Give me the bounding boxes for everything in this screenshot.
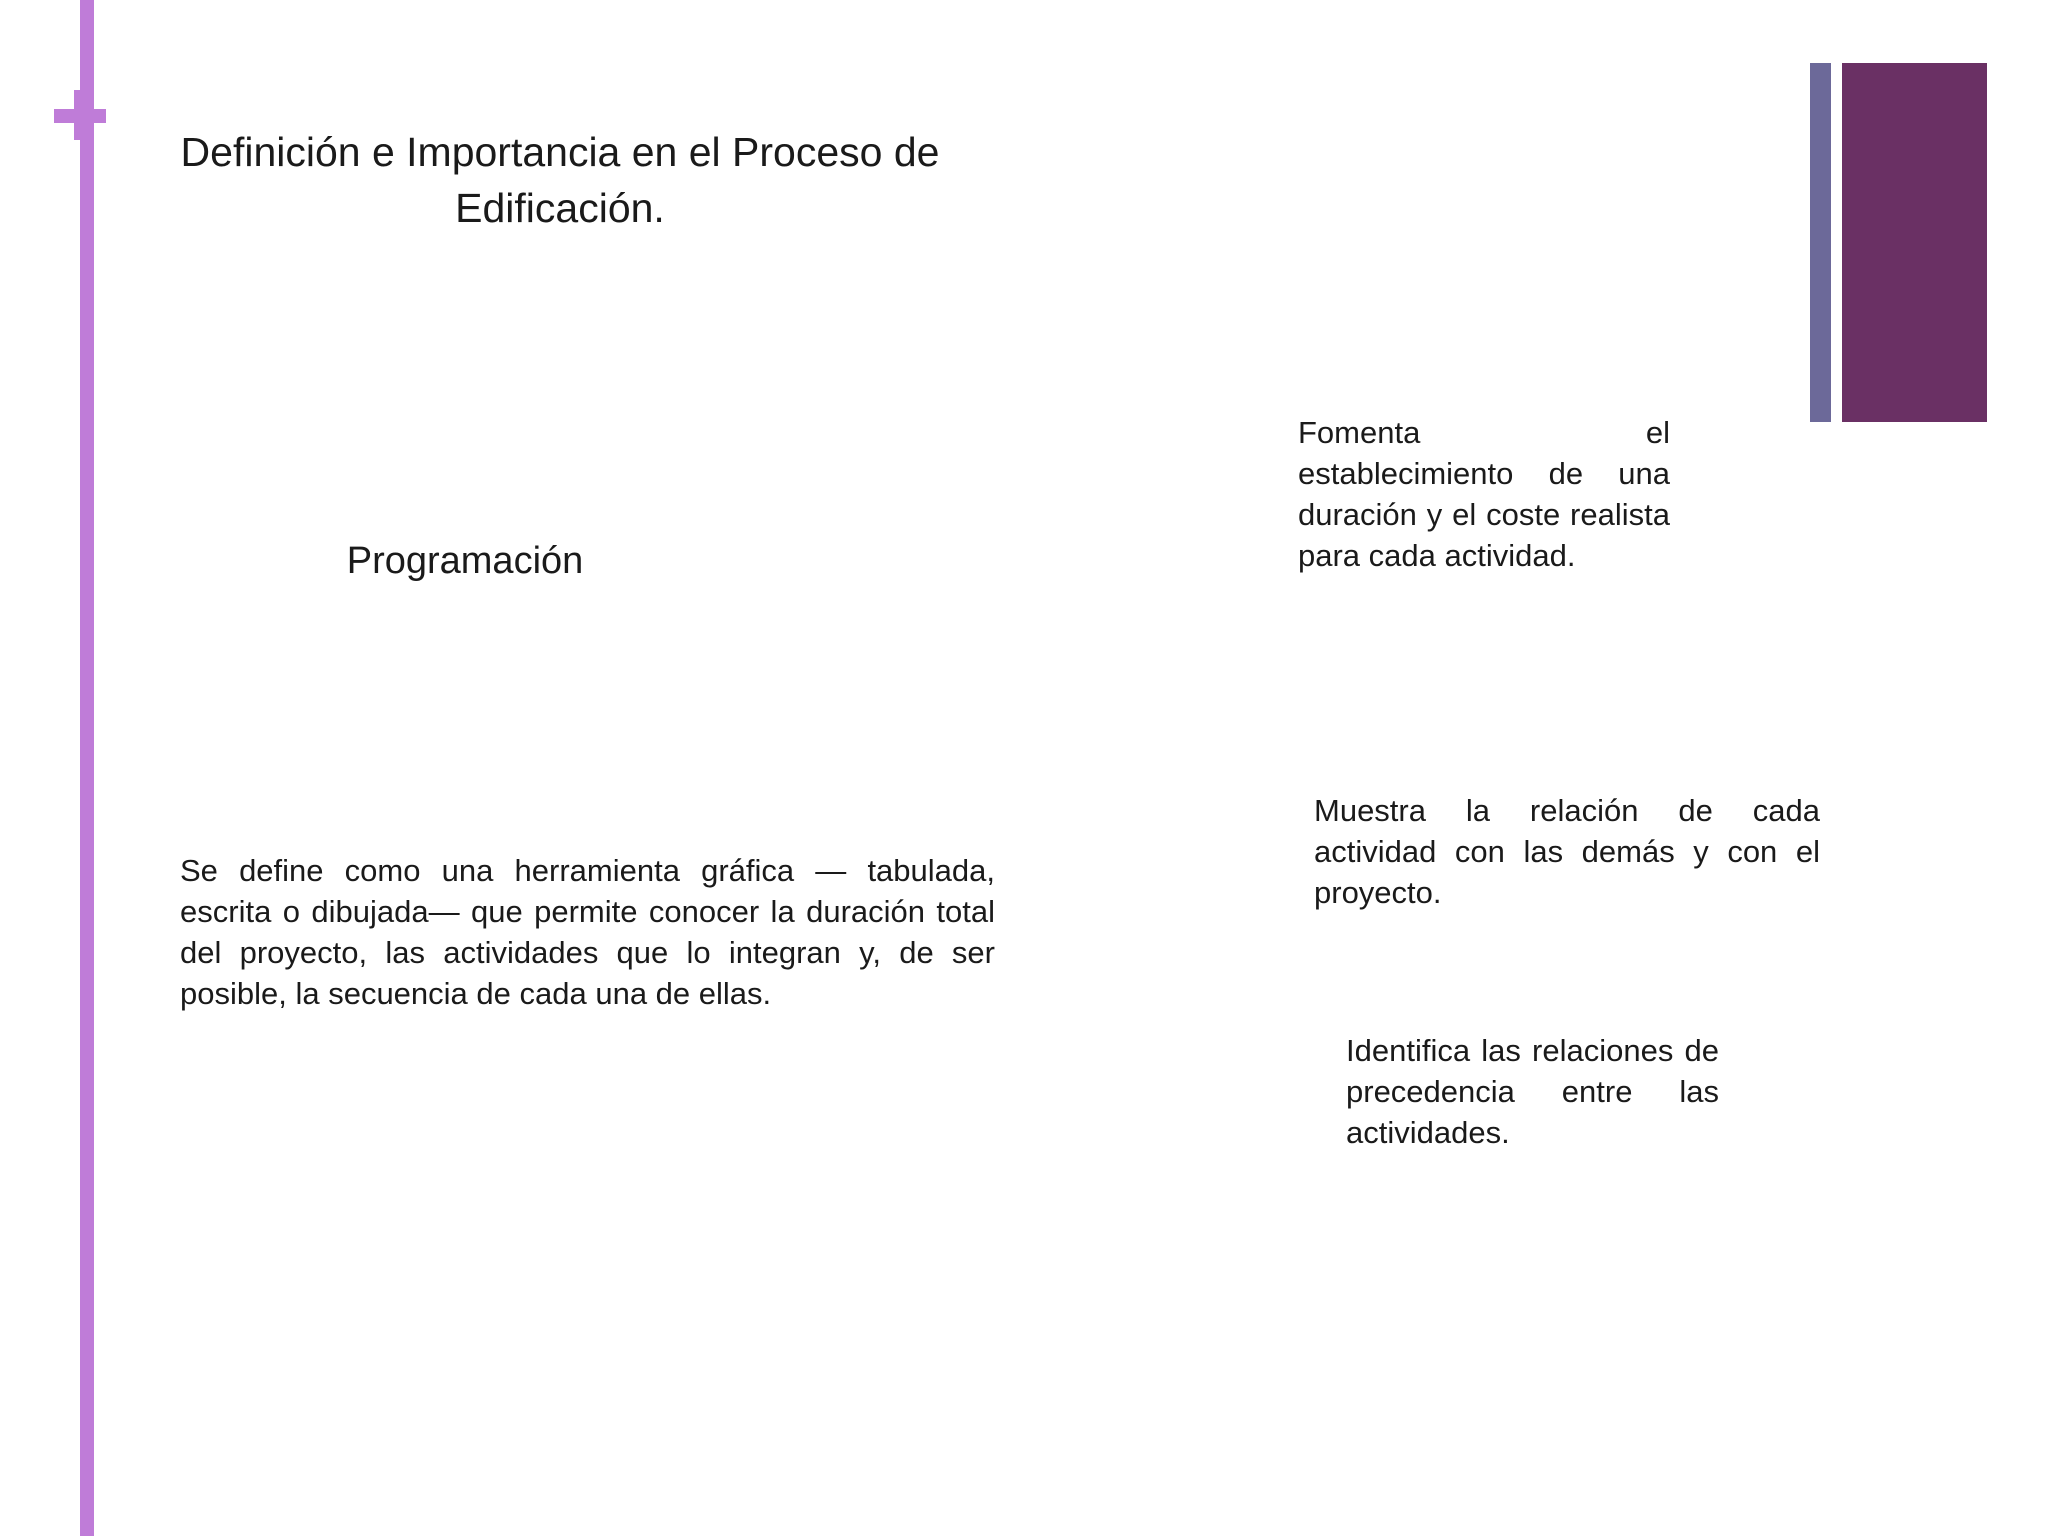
slide-title-line-1: Definición e Importancia en el Proceso de bbox=[180, 129, 940, 175]
slide-title bbox=[120, 124, 1000, 236]
point-muestra: Muestra la relación de cada actividad con las demás y con el proyecto. bbox=[1314, 793, 1820, 910]
point-identifica: Identifica las relaciones de precedencia entre las actividades. bbox=[1346, 1033, 1719, 1150]
slide-title-line-2: Edificación. bbox=[455, 185, 665, 231]
corner-bar-thin-decoration bbox=[1810, 63, 1831, 422]
definition-paragraph: Se define como una herramienta gráfica — tabulada, escrita o dibujada— que permite conocer la duración total del proyecto, las actividades que lo integran y, de ser posible, la secuencia de cada una de ellas. bbox=[180, 853, 995, 1011]
section-heading: Programación bbox=[346, 540, 584, 582]
corner-bar-wide-decoration bbox=[1842, 63, 1987, 422]
plus-icon-vertical-stroke bbox=[74, 90, 88, 140]
vertical-line-decoration bbox=[80, 0, 94, 1536]
point-fomenta: Fomenta el establecimiento de una duración y el coste realista para cada actividad. bbox=[1298, 415, 1670, 573]
